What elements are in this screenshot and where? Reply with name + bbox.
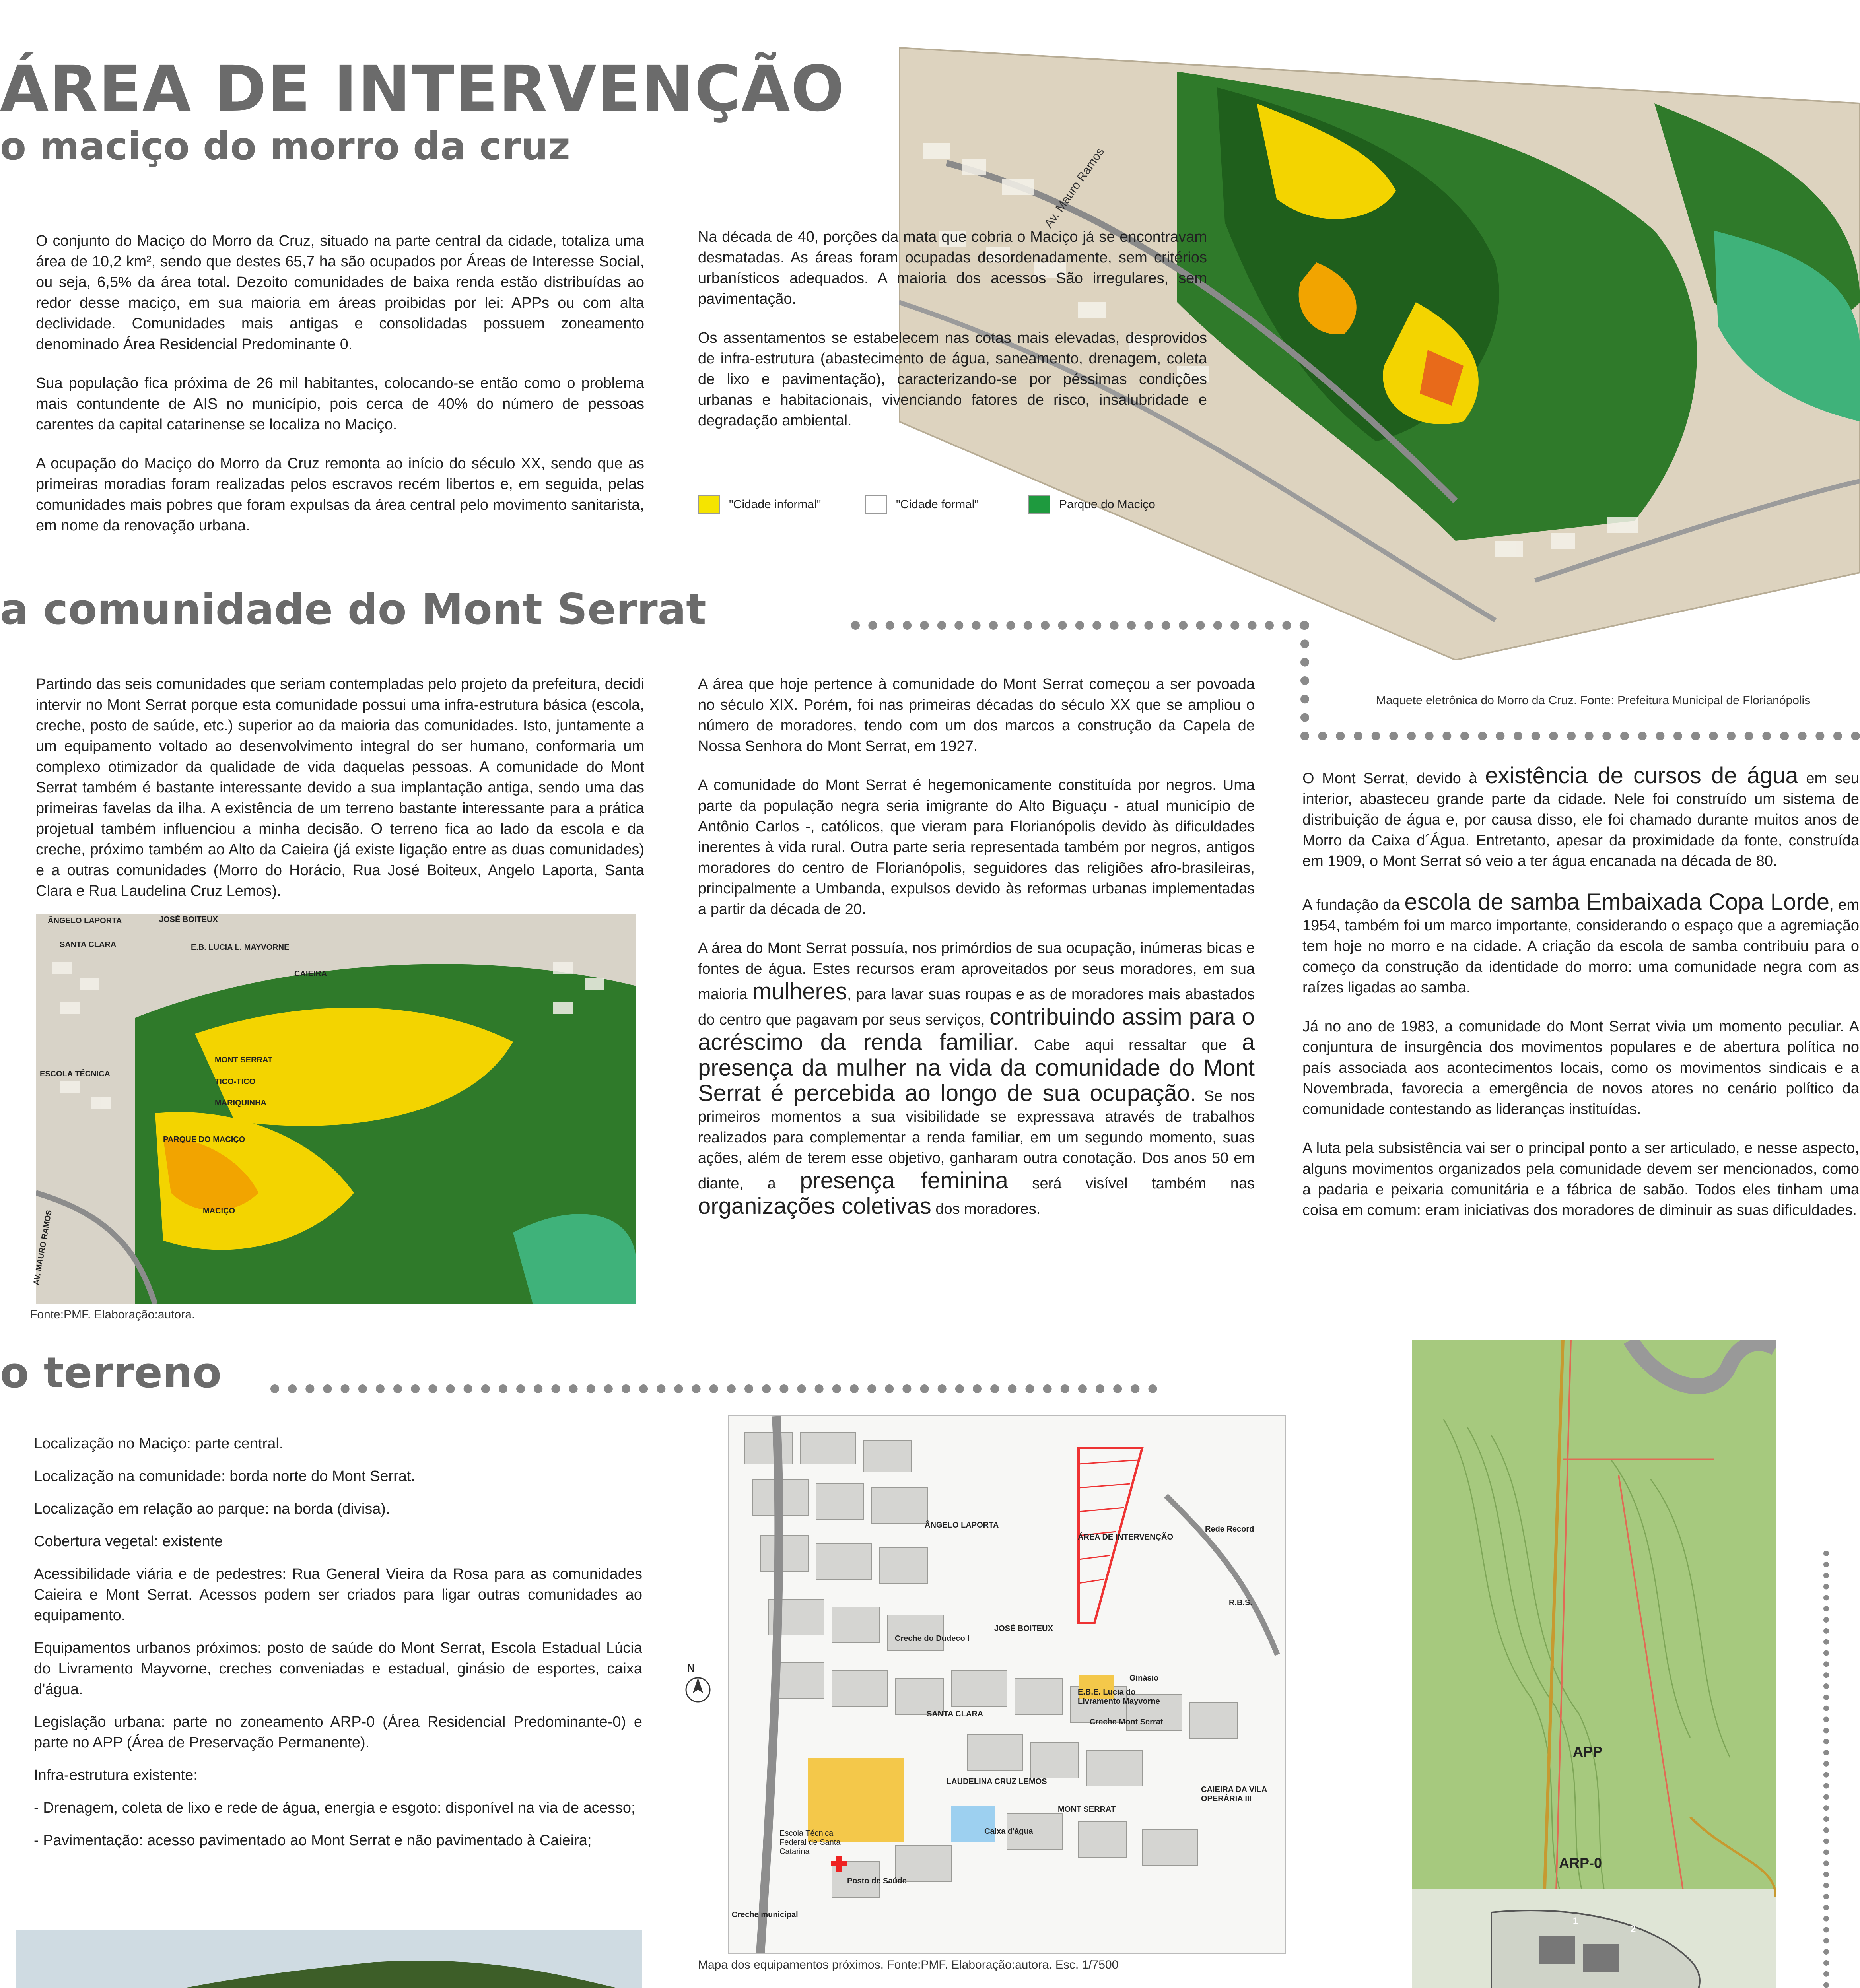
list-item: Equipamentos urbanos próximos: posto de saúde do Mont Serrat, Escola Estadual Lúcia do Livramento Mayvorne, creches conveniadas e estadual, ginásio de esportes, caixa d'água.: [34, 1640, 642, 1698]
communities-map-image: [36, 914, 636, 1304]
paragraph: O conjunto do Maciço do Morro da Cruz, situado na parte central da cidade, totaliza uma área de 10,2 km², sendo que destes 65,7 ha são ocupados por Áreas de Interesse Social, ou seja, 6,5% da área total. Dezoito comunidades de baixa renda estão distribuídas ao redor desse maciço, em sua maioria em áreas proibidas por lei: APPs ou com alta declividade. Comunidades mais antigas e consolidadas possuem zoneamento denominado Área Residencial Predominante 0.: [36, 233, 644, 353]
road-label: Av. Mauro Ramos: [1042, 145, 1107, 230]
paragraph: [1302, 890, 1859, 998]
model-caption: Maquete eletrônica do Morro da Cruz. Fonte: Prefeitura Municipal de Florianópolis: [1376, 694, 1811, 707]
legend-formal: [865, 495, 979, 514]
map-label: PARQUE DO MACIÇO: [163, 1135, 245, 1144]
map-label: MARIQUINHA: [215, 1099, 266, 1107]
text-run: Se nos primeiros momentos a sua visibilidade se expressava através de trabalhos realizados para complementar a renda familiar, em um segundo momento, suas ações, além de terem esse objetivo, ganharam outra conotação. Dos anos 50 em diante, a: [698, 1088, 1255, 1192]
map-label: R.B.S.: [1229, 1598, 1252, 1607]
list-item: - Drenagem, coleta de lixo e rede de água, energia e esgoto: disponível na via de acesso;: [34, 1800, 636, 1816]
text-run: A área do Mont Serrat possuía, nos primórdios de sua ocupação, inúmeras bicas e fontes de água. Estes recursos eram aproveitados por seus moradores, em sua maioria: [698, 940, 1255, 1003]
list-item: Legislação urbana: parte no zoneamento ARP-0 (Área Residencial Predominante-0) e parte no APP (Área de Preservação Permanente).: [34, 1714, 642, 1751]
section-divider: [1300, 621, 1309, 740]
site-label-building-2: 2: [1631, 1924, 1636, 1934]
paragraph: Sua população fica próxima de 26 mil habitantes, colocando-se então como o problema mais contundente de AIS no município, pois cerca de 40% do número de pessoas carentes da capital catarinense se localiza no Maciço.: [36, 375, 644, 433]
highlight-text: contribuindo assim para o acréscimo da renda familiar.: [698, 1004, 1255, 1055]
list-item: Acessibilidade viária e de pedestres: Rua General Vieira da Rosa para as comunidades Caieira e Mont Serrat. Acessos podem ser criados para ligar outras comunidades ao equipamento.: [34, 1566, 642, 1624]
section-divider: [270, 1384, 1157, 1393]
legend-park: [1028, 495, 1155, 514]
map-label: Creche do Dudeco I: [895, 1634, 970, 1643]
aerial-photo: [16, 1930, 642, 1988]
section-divider: [1823, 1551, 1829, 1988]
map-label: Ginásio: [1129, 1674, 1159, 1683]
legend-informal: [698, 495, 821, 514]
paragraph: Já no ano de 1983, a comunidade do Mont Serrat vivia um momento peculiar. A conjuntura de insurgência dos movimentos populares e de abertura política no país associada aos acontecimentos locais, como os movimentos sindicais e a Novembrada, favorecia a emergência de novos atores no cenário político da comunidade contestando as lideranças instituídas.: [1302, 1018, 1859, 1118]
list-item: Localização na comunidade: borda norte do Mont Serrat.: [34, 1468, 416, 1485]
map-caption: Fonte:PMF. Elaboração:autora.: [30, 1308, 195, 1321]
page-subtitle: o maciço do morro da cruz: [0, 124, 570, 169]
highlight-text: a presença da mulher na vida da comunidade do Mont Serrat é percebida ao longo de sua ocupação.: [698, 1029, 1255, 1106]
legend-swatch: [1028, 495, 1050, 514]
site-label-building-1: 1: [1573, 1916, 1578, 1926]
highlight-text: escola de samba Embaixada Copa Lorde: [1404, 889, 1830, 915]
highlight-text: existência de cursos de água: [1485, 763, 1798, 788]
intro-text-col2: [698, 227, 1207, 449]
map-label: LAUDELINA CRUZ LEMOS: [947, 1777, 1047, 1786]
page-title: ÁREA DE INTERVENÇÃO: [0, 52, 845, 126]
map-label: SANTA CLARA: [927, 1710, 983, 1718]
text-run: em seu interior, abasteceu grande parte da cidade. Nele foi construído um sistema de distribuição de água e, por causa disso, ele foi chamado durante muitos anos de Morro da Caixa d´Água. Entretanto, apesar da proximidade da fonte, construída em 1909, o Mont Serrat só veio a ter água encanada na década de 80.: [1302, 770, 1859, 870]
mont-serrat-text-col1: Partindo das seis comunidades que seriam contempladas pelo projeto da prefeitura, decidi intervir no Mont Serrat porque esta comunidade possui uma infra-estrutura básica (escola, creche, posto de saúde, etc.) superior ao da maioria das comunidades. Isto, juntamente a um equipamento voltado ao desenvolvimento integral do ser humano, conformaria um complexo otimizador da qualidade de vida daquelas pessoas. A comunidade do Mont Serrat também é bastante interessante devido a sua implantação antiga, sendo uma das primeiras favelas da ilha. A existência de um terreno bastante interessante para a prática projetual também influenciou a minha decisão. O terreno fica ao lado da escola e da creche, próximo também ao Alto da Caieira (já existe ligação entre as duas comunidades) e a outras comunidades (Morro do Horácio, Rua José Boiteux, Angelo Laporta, Santa Clara e Rua Laudelina Cruz Lemos).: [36, 676, 644, 899]
text-run: O Mont Serrat, devido à: [1302, 770, 1477, 787]
map-label: MACIÇO: [203, 1207, 235, 1215]
map-label: CAIEIRA DA VILA OPERÁRIA III: [1201, 1785, 1267, 1803]
legend-label: "Cidade formal": [896, 498, 979, 511]
paragraph: A área que hoje pertence à comunidade do Mont Serrat começou a ser povoada no século XIX. Porém, foi nas primeiras décadas do século XX que se ampliou o número de moradores, tendo com um dos marcos a construção da Capela de Nossa Senhora do Mont Serrat, em 1927.: [698, 676, 1255, 755]
map-label: Escola Técnica Federal de Santa Catarina: [779, 1829, 841, 1856]
highlight-text: mulheres: [752, 978, 847, 1004]
list-item: Infra-estrutura existente:: [34, 1767, 198, 1784]
north-label: N: [687, 1662, 695, 1674]
intro-text-col1: [36, 231, 644, 554]
map-label: Creche Mont Serrat: [1090, 1718, 1163, 1726]
paragraph: A ocupação do Maciço do Morro da Cruz remonta ao início do século XX, sendo que as primeiras moradias foram realizadas pelos escravos recém libertos e, em seguida, pelas comunidades mais pobres que foram expulsas da área central pelo movimento sanitarista, em nome da renovação urbana.: [36, 455, 644, 534]
text-run: , em 1954, também foi um marco importante, considerando o espaço que a agremiação tem hoje no morro e na cidade. A criação da escola de samba contribuiu para o começo da construção da identidade do morro: uma comunidade negra com as raízes ligadas ao samba.: [1302, 897, 1859, 996]
paragraph: Na década de 40, porções da mata que cobria o Maciço já se encontravam desmatadas. As áreas foram ocupadas desordenadamente, sem critérios urbanísticos adequados. A maioria dos acessos São irregulares, sem pavimentação.: [698, 229, 1207, 307]
map-label: E.B.E. Lucia do Livramento Mayvorne: [1078, 1688, 1160, 1706]
map-label: AV. MAURO RAMOS: [32, 1209, 54, 1286]
map-label: Creche municipal: [732, 1910, 798, 1919]
map-label: Caixa d'água: [984, 1827, 1033, 1836]
list-item: Localização em relação ao parque: na borda (divisa).: [34, 1501, 390, 1517]
site-info-list: [34, 1433, 642, 1863]
legend-swatch: [865, 495, 887, 514]
map-label: CAIEIRA: [294, 969, 327, 978]
mont-serrat-text-col3: [1302, 763, 1859, 1239]
legend-label: Parque do Maciço: [1059, 498, 1155, 511]
section-heading-terreno: o terreno: [0, 1348, 222, 1397]
map-label: E.B. LUCIA L. MAYVORNE: [191, 943, 290, 952]
paragraph: [698, 938, 1255, 1219]
map-label: TICO-TICO: [215, 1077, 256, 1086]
highlight-text: presença feminina: [800, 1168, 1009, 1194]
map-label: ÁREA DE INTERVENÇÃO: [1078, 1533, 1174, 1541]
section-divider: [851, 621, 1308, 630]
map-label: JOSÉ BOITEUX: [159, 915, 218, 924]
map-label: JOSÉ BOITEUX: [994, 1624, 1053, 1633]
text-run: será visível também nas: [1032, 1175, 1255, 1192]
section-divider: [1300, 732, 1860, 740]
list-item: - Pavimentação: acesso pavimentado ao Mont Serrat e não pavimentado à Caieira;: [34, 1832, 592, 1849]
map-label: SANTA CLARA: [60, 940, 117, 949]
text-run: Cabe aqui ressaltar que: [1034, 1037, 1227, 1054]
map-label: Rede Record: [1205, 1525, 1254, 1534]
site-label-app: APP: [1573, 1743, 1603, 1760]
paragraph: A comunidade do Mont Serrat é hegemonicamente constituída por negros. Uma parte da população negra seria imigrante do Alto Biguaçu - atual município de Antônio Carlos -, católicos, que vieram para Florianópolis devido às dificuldades inerentes à vida rural. Outra parte seria representada também por negros, antigos moradores do centro de Florianópolis, seguidores das religiões afro-brasileiras, principalmente a Umbanda, expulsos devido às reformas urbanas implementadas a partir da década de 20.: [698, 777, 1255, 918]
map-label: ÂNGELO LAPORTA: [925, 1521, 999, 1530]
map-label: ÂNGELO LAPORTA: [48, 916, 122, 925]
equipment-map-image: [728, 1415, 1286, 1954]
equipment-map-caption: Mapa dos equipamentos próximos. Fonte:PMF. Elaboração:autora. Esc. 1/7500: [698, 1958, 1119, 1971]
map-label: MONT SERRAT: [215, 1056, 273, 1064]
paragraph: [1302, 763, 1859, 872]
list-item: Localização no Maciço: parte central.: [34, 1435, 284, 1452]
text-run: A fundação da: [1302, 897, 1400, 913]
text-run: dos moradores.: [935, 1201, 1041, 1217]
paragraph: A luta pela subsistência vai ser o principal ponto a ser articulado, e nesse aspecto, alguns movimentos organizados pela comunidade devem ser mencionados, como a padaria e peixaria comunitária e a fábrica de sabão. Todos eles tinham uma coisa em comum: eram iniciativas dos moradores de diminuir as suas dificuldades.: [1302, 1140, 1859, 1219]
list-item: Cobertura vegetal: existente: [34, 1533, 223, 1550]
paragraph: Os assentamentos se estabelecem nas cotas mais elevadas, desprovidos de infra-estrutura (abastecimento de água, saneamento, drenagem, coleta de lixo e pavimentação), caracterizando-se por péssimas condições urbanas e habitacionais, vivenciando fatores de risco, insalubridade e degradação ambiental.: [698, 330, 1207, 429]
map-label: MONT SERRAT: [1058, 1805, 1116, 1814]
section-heading-mont-serrat: a comunidade do Mont Serrat: [0, 585, 706, 634]
text-run: , para lavar suas roupas e as de moradores mais abastados do centro que pagavam por seus serviços,: [698, 986, 1255, 1028]
highlight-text: organizações coletivas: [698, 1193, 931, 1219]
map-label: Posto de Saúde: [847, 1877, 907, 1885]
mont-serrat-text-col2: [698, 674, 1255, 1219]
site-plan-image: [1412, 1340, 1776, 1988]
map-label: ESCOLA TÉCNICA: [40, 1070, 111, 1078]
site-label-arp0: ARP-0: [1559, 1855, 1602, 1871]
legend-swatch: [698, 495, 720, 514]
legend-label: "Cidade informal": [729, 498, 821, 511]
